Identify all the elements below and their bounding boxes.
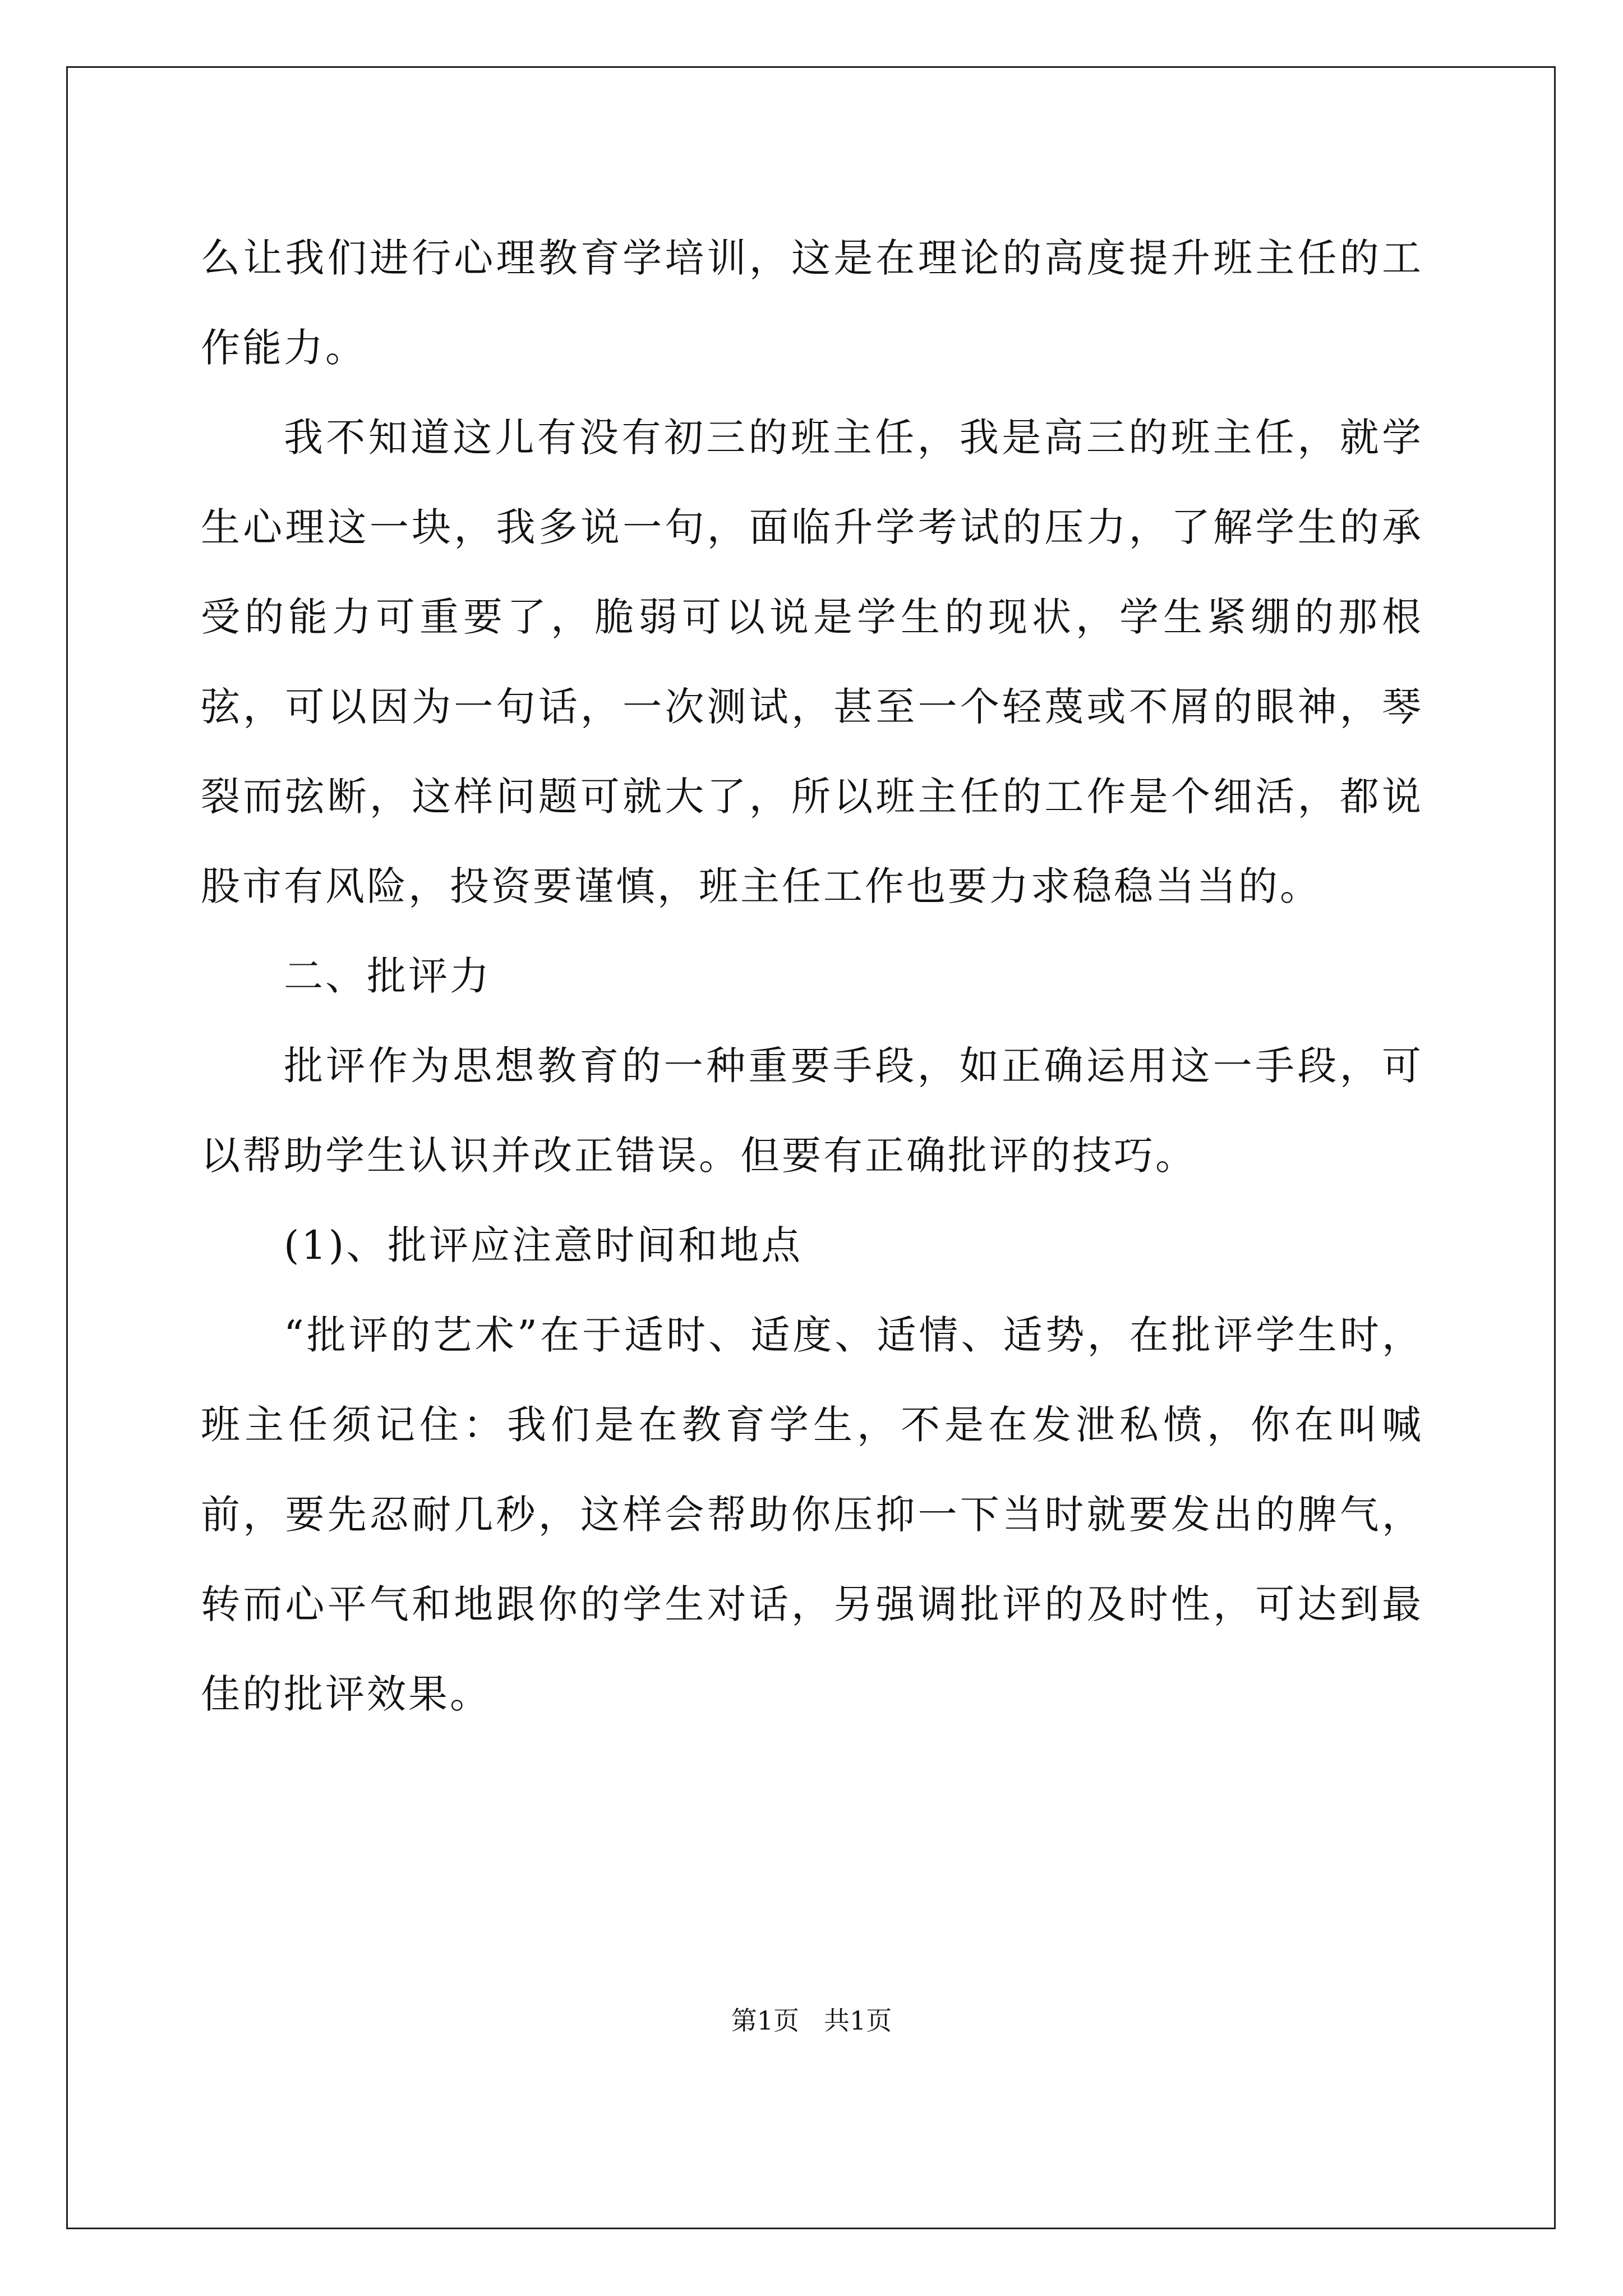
paragraph-3: 批评作为思想教育的一种重要手段，如正确运用这一手段，可以帮助学生认识并改正错误。但要有正确批评的技巧。 — [201, 1043, 1423, 1179]
subheading-time-place: (1)、批评应注意时间和地点 — [284, 1222, 803, 1268]
page-number: 第1页 — [731, 2005, 799, 2036]
section-heading-criticism: 二、批评力 — [284, 953, 491, 999]
paragraph-4: “批评的艺术”在于适时、适度、适情、适势，在批评学生时，班主任须记住：我们是在教育学生，不是在发泄私愤，你在叫喊前，要先忍耐几秒，这样会帮助你压抑一下当时就要发出的脾气，转而心平气和地跟你的学生对话，另强调批评的及时性，可达到最佳的批评效果。 — [201, 1312, 1423, 1717]
document-body — [201, 213, 1423, 1739]
page-footer — [0, 2004, 1623, 2037]
paragraph-2: 我不知道这儿有没有初三的班主任，我是高三的班主任，就学生心理这一块，我多说一句，面临升学考试的压力，了解学生的承受的能力可重要了，脆弱可以说是学生的现状，学生紧绷的那根弦，可以因为一句话，一次测试，甚至一个轻蔑或不屑的眼神，琴裂而弦断，这样问题可就大了，所以班主任的工作是个细活，都说股市有风险，投资要谨慎，班主任工作也要力求稳稳当当的。 — [201, 415, 1423, 909]
paragraph-1: 么让我们进行心理教育学培训，这是在理论的高度提升班主任的工作能力。 — [201, 235, 1423, 371]
page-total: 共1页 — [824, 2005, 892, 2036]
